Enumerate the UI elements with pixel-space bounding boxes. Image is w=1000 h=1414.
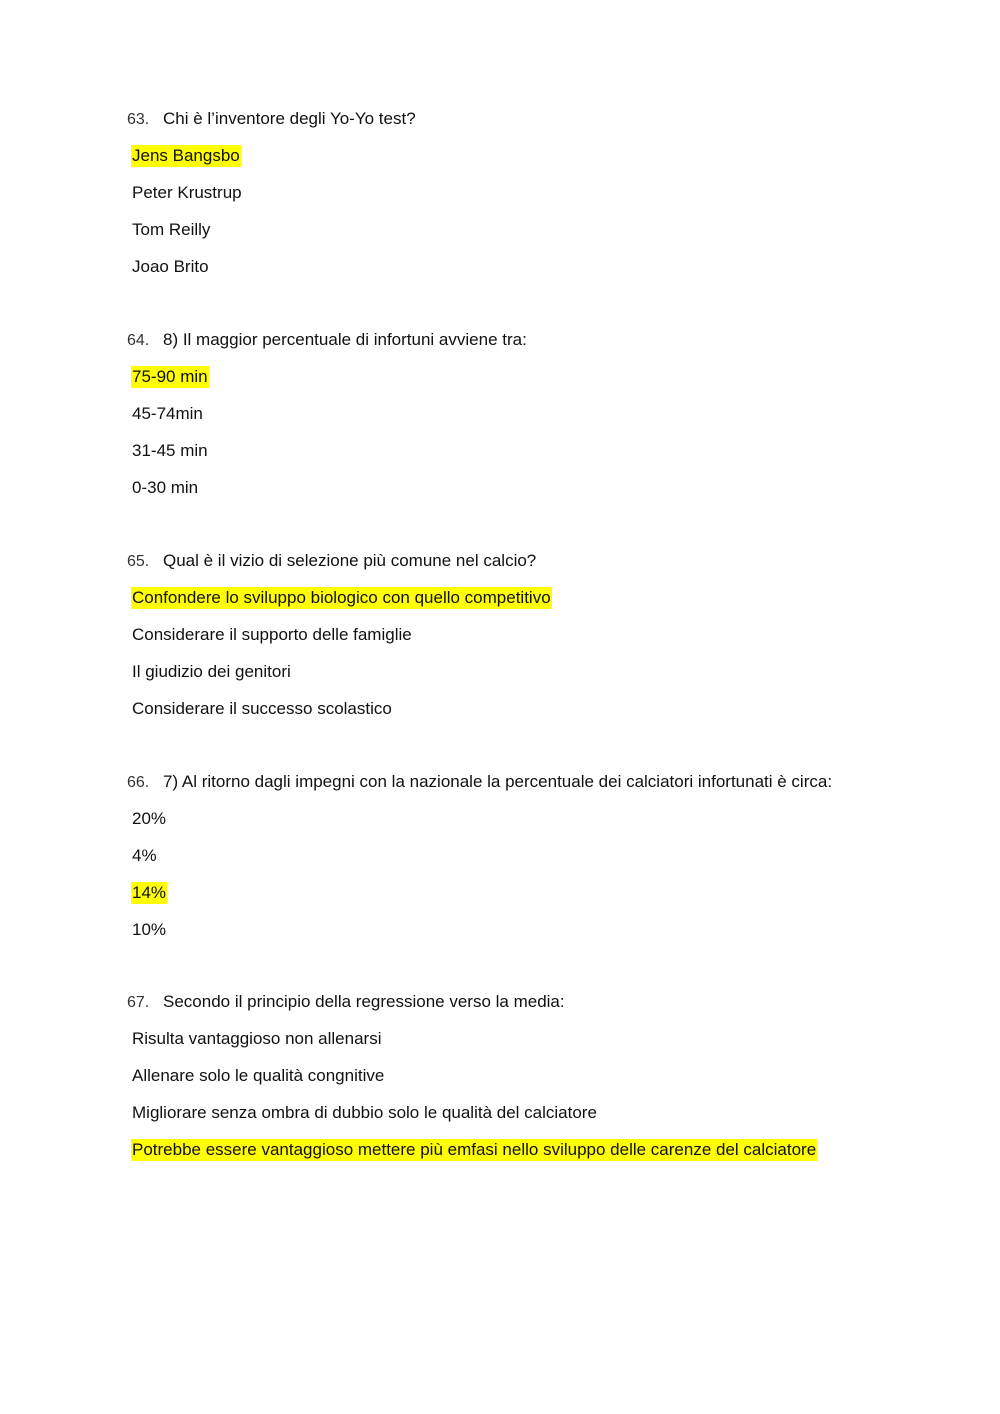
answer-text: Il giudizio dei genitori [132,662,291,681]
answer-text: 14% [132,883,167,902]
answer-text: 45-74min [132,404,203,423]
question-text: Secondo il principio della regressione verso la media: [163,992,565,1011]
answer-text: Peter Krustrup [132,183,242,202]
question-67 [127,983,967,1168]
answer-option [127,174,967,211]
answer-text: 20% [132,809,167,828]
question-number: 66. [127,774,150,791]
answer-option [127,211,967,248]
answer-option [127,1094,967,1131]
answer-option-correct [127,579,967,616]
question-heading [127,321,967,358]
answer-text: Joao Brito [132,257,209,276]
answer-option-correct [127,137,967,174]
answer-text: Potrebbe essere vantaggioso mettere più emfasi nello sviluppo delle carenze del calciatore [132,1140,817,1159]
question-number: 67. [127,994,150,1011]
question-number: 65. [127,553,150,570]
question-text: Qual è il vizio di selezione più comune nel calcio? [163,551,537,570]
answer-option [127,1057,967,1094]
answer-text: 0-30 min [132,478,199,497]
answer-text: Tom Reilly [132,220,211,239]
answer-option [127,469,967,506]
question-number: 63. [127,111,150,128]
question-64 [127,321,967,506]
answer-text: Jens Bangsbo [132,146,240,165]
answer-text: Considerare il successo scolastico [132,699,392,718]
answer-text: Considerare il supporto delle famiglie [132,625,412,644]
question-heading [127,763,967,800]
answer-text: Risulta vantaggioso non allenarsi [132,1029,382,1048]
answer-text: Migliorare senza ombra di dubbio solo le qualità del calciatore [132,1103,597,1122]
question-65 [127,542,967,727]
answer-text: 4% [132,846,157,865]
answer-text: Confondere lo sviluppo biologico con quello competitivo [132,588,551,607]
answer-text: 10% [132,920,167,939]
answer-text: 31-45 min [132,441,208,460]
question-heading [127,983,967,1020]
answer-option [127,690,967,727]
question-66 [127,763,967,948]
question-heading [127,100,967,137]
question-number: 64. [127,332,150,349]
answer-option [127,837,967,874]
question-heading [127,542,967,579]
answer-option [127,911,967,948]
answer-text: 75-90 min [132,367,208,386]
question-text: Chi è l’inventore degli Yo-Yo test? [163,109,416,128]
answer-option [127,248,967,285]
answer-option [127,653,967,690]
question-63 [127,100,967,285]
question-text: 8) Il maggior percentuale di infortuni avviene tra: [163,330,527,349]
answer-option-correct [127,1131,967,1168]
answer-option [127,800,967,837]
answer-option [127,395,967,432]
answer-option [127,1020,967,1057]
question-text: 7) Al ritorno dagli impegni con la nazionale la percentuale dei calciatori infortunati è circa: [163,772,833,791]
answer-text: Allenare solo le qualità congnitive [132,1066,385,1085]
answer-option [127,616,967,653]
answer-option-correct [127,874,967,911]
answer-option-correct [127,358,967,395]
answer-option [127,432,967,469]
